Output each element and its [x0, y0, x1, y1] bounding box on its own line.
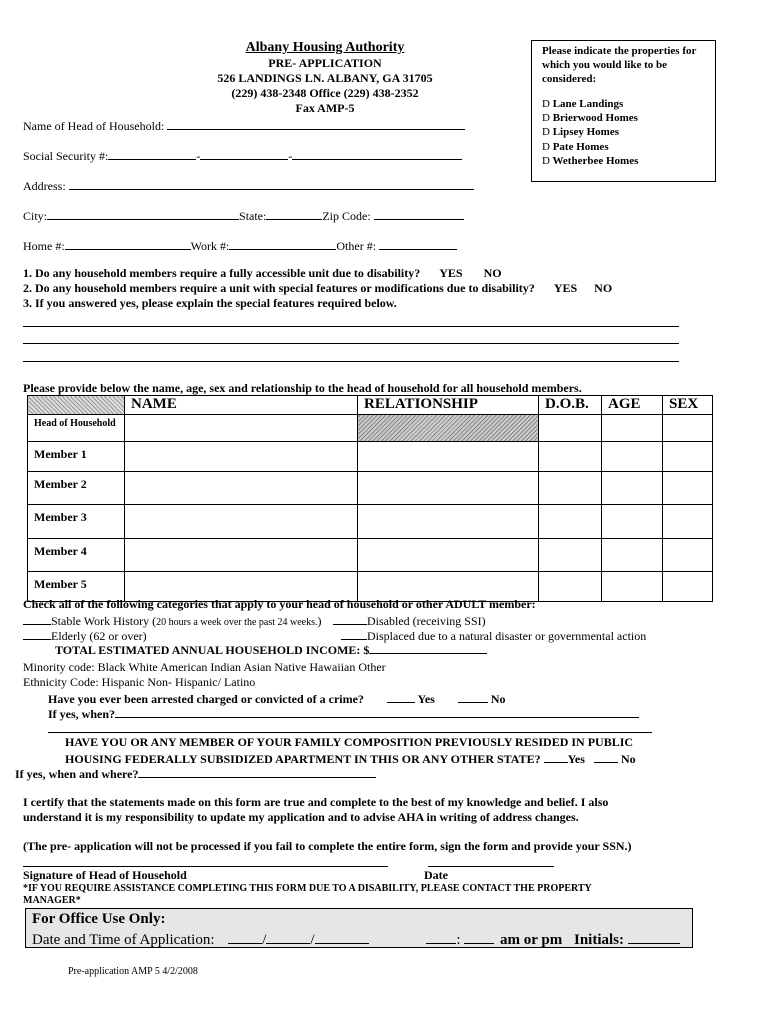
address-label: Address:	[23, 179, 66, 193]
property-option-pate[interactable]	[542, 141, 609, 153]
footer-form-id: Pre-application AMP 5 4/2/2008	[68, 966, 198, 977]
q1-no-option[interactable]: NO	[483, 266, 502, 280]
explain-line-3[interactable]	[23, 361, 679, 362]
ssn-dash: -	[288, 149, 293, 163]
office-date-label: Date and Time of Application:	[32, 932, 215, 948]
date-slash: /	[310, 932, 315, 948]
elderly-checkline[interactable]	[23, 627, 51, 640]
office-initials-label: Initials:	[573, 932, 624, 948]
relationship-cell-shaded	[358, 415, 539, 442]
age-cell[interactable]	[602, 415, 663, 442]
disability-note-2: MANAGER*	[23, 895, 81, 906]
arrest-when-row	[48, 705, 639, 722]
name-cell[interactable]	[125, 442, 358, 472]
q2-no-option[interactable]: NO	[594, 281, 613, 295]
work-phone-label: Work #:	[190, 239, 230, 253]
address-row	[23, 177, 474, 194]
column-header-sex: SEX	[663, 396, 713, 415]
property-label: Brierwood Homes	[552, 112, 638, 124]
arrest-yes-line[interactable]	[387, 690, 415, 703]
prior-residence-line-1: HAVE YOU OR ANY MEMBER OF YOUR FAMILY COMPOSITION PREVIOUSLY RESIDED IN PUBLIC	[65, 735, 634, 749]
signature-label: Signature of Head of Household	[23, 868, 187, 882]
column-header-name: NAME	[125, 396, 358, 415]
column-header-dob: D.O.B.	[539, 396, 602, 415]
question-3: 3. If you answered yes, please explain the special features required below.	[23, 296, 397, 310]
income-label: TOTAL ESTIMATED ANNUAL HOUSEHOLD INCOME: $	[55, 643, 370, 657]
office-initials-field[interactable]	[628, 928, 680, 944]
dob-cell[interactable]	[539, 505, 602, 539]
relationship-cell[interactable]	[358, 442, 539, 472]
dob-cell[interactable]	[539, 539, 602, 572]
head-name-row	[23, 117, 465, 134]
name-cell[interactable]	[125, 539, 358, 572]
explain-line-2[interactable]	[23, 343, 679, 344]
dob-cell[interactable]	[539, 442, 602, 472]
prior-yes-label: Yes	[567, 752, 585, 766]
members-table	[27, 395, 713, 602]
property-label: Pate Homes	[552, 141, 609, 153]
property-label: Wetherbee Homes	[552, 155, 639, 167]
arrest-no-line[interactable]	[458, 690, 488, 703]
stable-work-detail: 20 hours a week over the past 24 weeks.	[156, 617, 318, 628]
state-field[interactable]	[266, 207, 322, 220]
ssn-dash: -	[196, 149, 201, 163]
property-option-brierwood[interactable]	[542, 112, 638, 124]
minority-code: Minority code: Black White American Indian Asian Native Hawaiian Other	[23, 660, 386, 674]
row-label-member-4: Member 4	[28, 539, 125, 572]
org-fax: Fax AMP-5	[295, 101, 355, 115]
question-1	[23, 266, 502, 281]
disabled-checkline[interactable]	[333, 612, 367, 625]
checkbox-icon[interactable]: D	[542, 98, 550, 110]
sex-cell[interactable]	[663, 505, 713, 539]
income-row	[55, 641, 487, 658]
prior-when-field[interactable]	[138, 765, 376, 778]
prior-residence-question: HOUSING FEDERALLY SUBSIDIZED APARTMENT IN THIS OR ANY OTHER STATE?	[65, 752, 541, 766]
org-address: 526 LANDINGS LN. ALBANY, GA 31705	[217, 71, 433, 85]
office-minute-field[interactable]	[464, 928, 494, 944]
header-blank-cell	[28, 396, 125, 415]
separator-line	[48, 732, 652, 733]
row-label-member-3: Member 3	[28, 505, 125, 539]
sex-cell[interactable]	[663, 472, 713, 505]
checkbox-icon[interactable]: D	[542, 141, 550, 153]
sex-cell[interactable]	[663, 442, 713, 472]
row-label-member-2: Member 2	[28, 472, 125, 505]
city-field[interactable]	[47, 207, 239, 220]
head-name-label: Name of Head of Household:	[23, 119, 165, 133]
table-row	[28, 442, 713, 472]
age-cell[interactable]	[602, 442, 663, 472]
other-phone-label: Other #:	[336, 239, 377, 253]
prior-when-label: If yes, when and where?	[15, 767, 139, 781]
elderly-label: Elderly (62 or over)	[51, 629, 147, 643]
table-row	[28, 415, 713, 442]
question-1-text: 1. Do any household members require a fully accessible unit due to disability?	[23, 266, 421, 280]
stable-work-label: Stable Work History (	[51, 614, 157, 628]
office-month-field[interactable]	[228, 928, 262, 944]
dob-cell[interactable]	[539, 415, 602, 442]
relationship-cell[interactable]	[358, 472, 539, 505]
form-type: PRE- APPLICATION	[268, 56, 382, 70]
stable-work-checkline[interactable]	[23, 612, 51, 625]
age-cell[interactable]	[602, 572, 663, 602]
office-hour-field[interactable]	[426, 928, 456, 944]
ssn-field-3[interactable]	[292, 147, 462, 160]
ssn-row	[23, 147, 462, 164]
column-header-relationship: RELATIONSHIP	[358, 396, 539, 415]
checkbox-icon[interactable]: D	[542, 155, 550, 167]
q2-yes-option[interactable]: YES	[553, 281, 578, 295]
column-header-age: AGE	[602, 396, 663, 415]
age-cell[interactable]	[602, 539, 663, 572]
arrest-no-label: No	[490, 692, 506, 706]
members-intro: Please provide below the name, age, sex and relationship to the head of household for all household members.	[23, 381, 582, 395]
date-slash: /	[262, 932, 267, 948]
sex-cell[interactable]	[663, 572, 713, 602]
office-use-date-row	[32, 928, 680, 949]
head-name-field[interactable]	[167, 117, 465, 130]
q1-yes-option[interactable]: YES	[439, 266, 463, 280]
row-label-head: Head of Household	[28, 415, 125, 442]
categories-title: Check all of the following categories that apply to your head of household or other ADULT member:	[23, 597, 536, 611]
table-row	[28, 505, 713, 539]
city-row	[23, 207, 464, 224]
office-year-field[interactable]	[315, 928, 369, 944]
zip-label: Zip Code:	[322, 209, 371, 223]
office-ampm-label: am or pm	[500, 932, 563, 948]
org-title: Albany Housing Authority	[245, 40, 405, 55]
prior-no-label: No	[620, 752, 636, 766]
prior-when-row	[15, 765, 376, 782]
property-option-lane-landings[interactable]	[542, 98, 623, 110]
property-option-wetherbee[interactable]	[542, 155, 638, 167]
signature-line[interactable]	[23, 866, 388, 867]
prior-yes-line[interactable]	[544, 750, 568, 763]
properties-box	[531, 40, 716, 182]
arrest-yes-label: Yes	[417, 692, 435, 706]
disability-note-1: *IF YOU REQUIRE ASSISTANCE COMPLETING THIS FORM DUE TO A DISABILITY, PLEASE CONTACT THE PROPERTY	[23, 883, 592, 894]
age-cell[interactable]	[602, 472, 663, 505]
office-use-box	[25, 908, 693, 948]
office-day-field[interactable]	[266, 928, 310, 944]
phone-row	[23, 237, 457, 254]
property-label: Lane Landings	[552, 98, 624, 110]
explain-line-1[interactable]	[23, 326, 679, 327]
row-label-member-1: Member 1	[28, 442, 125, 472]
relationship-cell[interactable]	[358, 539, 539, 572]
arrest-question: Have you ever been arrested charged or convicted of a crime?	[48, 692, 364, 706]
name-cell[interactable]	[125, 415, 358, 442]
time-colon: :	[456, 932, 461, 948]
arrest-when-field[interactable]	[115, 705, 639, 718]
income-field[interactable]	[369, 641, 487, 654]
sex-cell[interactable]	[663, 415, 713, 442]
sex-cell[interactable]	[663, 539, 713, 572]
displaced-checkline[interactable]	[341, 627, 367, 640]
question-2-text: 2. Do any household members require a unit with special features or modifications due to disability?	[23, 281, 535, 295]
checkbox-icon[interactable]: D	[542, 126, 550, 138]
name-cell[interactable]	[125, 505, 358, 539]
date-label: Date	[424, 868, 448, 882]
arrest-when-label: If yes, when?	[48, 707, 116, 721]
ethnicity-code: Ethnicity Code: Hispanic Non- Hispanic/ Latino	[23, 675, 256, 689]
checkbox-icon[interactable]: D	[542, 112, 550, 124]
office-use-title: For Office Use Only:	[32, 911, 166, 927]
properties-title: Please indicate the properties for which you would like to be considered:	[542, 45, 697, 85]
zip-field[interactable]	[374, 207, 464, 220]
work-phone-field[interactable]	[229, 237, 336, 250]
displaced-label: Displaced due to a natural disaster or governmental action	[367, 629, 647, 643]
stable-work-close: )	[317, 614, 322, 628]
age-cell[interactable]	[602, 505, 663, 539]
home-phone-label: Home #:	[23, 239, 65, 253]
certify-note: (The pre- application will not be processed if you fail to complete the entire form, sign the form and provide your SSN.)	[23, 839, 632, 853]
address-field[interactable]	[69, 177, 474, 190]
question-2	[23, 281, 612, 296]
certify-line-1: I certify that the statements made on this form are true and complete to the best of my knowledge and belief. I also	[23, 795, 609, 809]
certify-line-2: understand it is my responsibility to update my application and to advise AHA in writing of address changes.	[23, 810, 579, 824]
home-phone-field[interactable]	[65, 237, 191, 250]
disabled-label: Disabled (receiving SSI)	[367, 614, 486, 628]
ssn-label: Social Security #:	[23, 149, 109, 163]
org-phones: (229) 438-2348 Office (229) 438-2352	[231, 86, 419, 100]
prior-no-line[interactable]	[594, 750, 618, 763]
dob-cell[interactable]	[539, 572, 602, 602]
ssn-field-1[interactable]	[108, 147, 196, 160]
table-row	[28, 539, 713, 572]
date-line[interactable]	[428, 866, 554, 867]
relationship-cell[interactable]	[358, 505, 539, 539]
table-header-row	[28, 396, 713, 415]
state-label: State:	[239, 209, 267, 223]
ssn-field-2[interactable]	[200, 147, 288, 160]
property-option-lipsey[interactable]	[542, 126, 619, 138]
name-cell[interactable]	[125, 472, 358, 505]
table-row	[28, 472, 713, 505]
other-phone-field[interactable]	[379, 237, 457, 250]
row-label-member-5: Member 5	[28, 572, 125, 602]
property-label: Lipsey Homes	[552, 126, 620, 138]
city-label: City:	[23, 209, 48, 223]
dob-cell[interactable]	[539, 472, 602, 505]
